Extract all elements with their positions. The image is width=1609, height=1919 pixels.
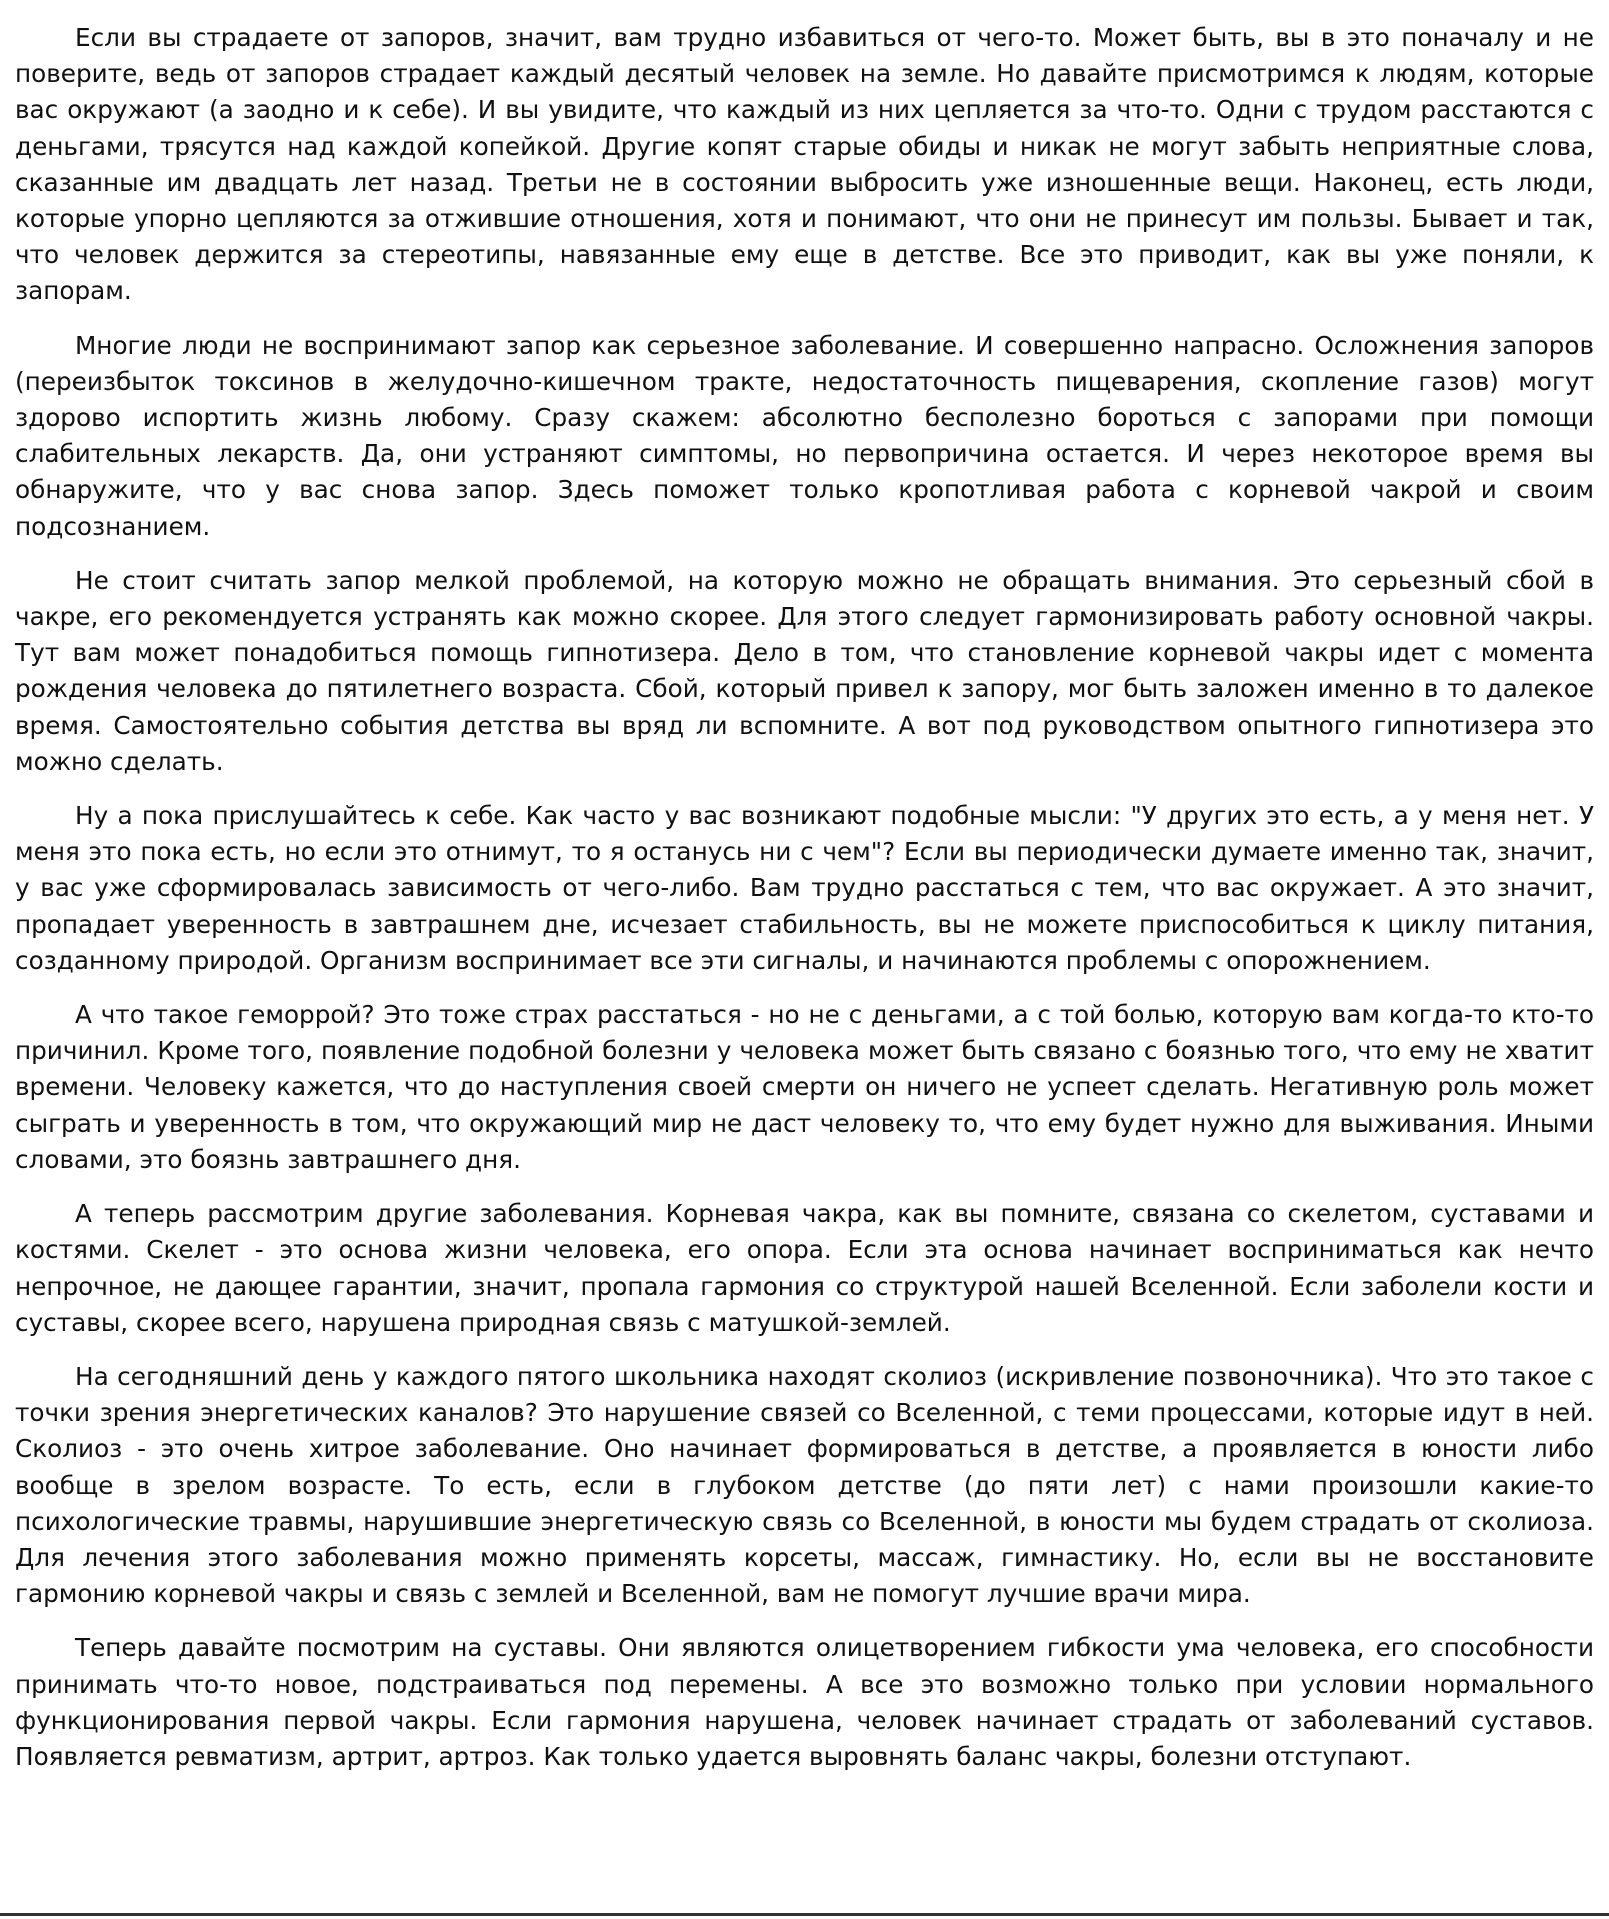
paragraph-5: А что такое геморрой? Это тоже страх расстаться - но не с деньгами, а с той болью, которую вам когда-то кто-то причинил. Кроме того, появление подобной болезни у человека может быть связано с боязнью того, что ему не хватит времени. Человеку кажется, что до наступления своей смерти он ничего не успеет сделать. Негативную роль может сыграть и уверенность в том, что окружающий мир не даст человеку то, что ему будет нужно для выживания. Иными словами, это боязнь завтрашнего дня. xyxy=(15,1000,1594,1174)
paragraph-3: Не стоит считать запор мелкой проблемой, на которую можно не обращать внимания. Это серьезный сбой в чакре, его рекомендуется устранять как можно скорее. Для этого следует гармонизировать работу основной чакры. Тут вам может понадобиться помощь гипнотизера. Дело в том, что становление корневой чакры идет с момента рождения человека до пятилетнего возраста. Сбой, который привел к запору, мог быть заложен именно в то далекое время. Самостоятельно события детства вы вряд ли вспомните. А вот под руководством опытного гипнотизера это можно сделать. xyxy=(15,565,1594,776)
paragraph-4: Ну а пока прислушайтесь к себе. Как часто у вас возникают подобные мысли: "У других это есть, а у меня нет. У меня это пока есть, но если это отнимут, то я останусь ни с чем"? Если вы периодически думаете именно так, значит, у вас уже сформировалась зависимость от чего-либо. Вам трудно расстаться с тем, что вас окружает. А это значит, пропадает уверенность в завтрашнем дне, исчезает стабильность, вы не можете приспособиться к циклу питания, созданному природой. Организм воспринимает все эти сигналы, и начинаются проблемы с опорожнением. xyxy=(15,801,1594,975)
document-body xyxy=(15,20,1594,1793)
paragraph-8: Теперь давайте посмотрим на суставы. Они являются олицетворением гибкости ума человека, его способности принимать что-то новое, подстраиваться под перемены. А все это возможно только при условии нормального функционирования первой чакры. Если гармония нарушена, человек начинает страдать от заболеваний суставов. Появляется ревматизм, артрит, артроз. Как только удается выровнять баланс чакры, болезни отступают. xyxy=(15,1633,1594,1771)
paragraph-7: На сегодняшний день у каждого пятого школьника находят сколиоз (искривление позвоночника). Что это такое с точки зрения энергетических каналов? Это нарушение связей со Вселенной, с теми процессами, которые идут в ней. Сколиоз - это очень хитрое заболевание. Оно начинает формироваться в детстве, а проявляется в юности либо вообще в зрелом возрасте. То есть, если в глубоком детстве (до пяти лет) с нами произошли какие-то психологические травмы, нарушившие энергетическую связь со Вселенной, в юности мы будем страдать от сколиоза. Для лечения этого заболевания можно применять корсеты, массаж, гимнастику. Но, если вы не восстановите гармонию корневой чакры и связь с землей и Вселенной, вам не помогут лучшие врачи мира. xyxy=(15,1361,1594,1609)
paragraph-2: Многие люди не воспринимают запор как серьезное заболевание. И совершенно напрасно. Осложнения запоров (переизбыток токсинов в желудочно-кишечном тракте, недостаточность пищеварения, скопление газов) могут здорово испортить жизнь любому. Сразу скажем: абсолютно бесполезно бороться с запорами при помощи слабительных лекарств. Да, они устраняют симптомы, но первопричина остается. И через некоторое время вы обнаружите, что у вас снова запор. Здесь поможет только кропотливая работа с корневой чакрой и своим подсознанием. xyxy=(15,330,1594,541)
paragraph-6: А теперь рассмотрим другие заболевания. Корневая чакра, как вы помните, связана со скелетом, суставами и костями. Скелет - это основа жизни человека, его опора. Если эта основа начинает восприниматься как нечто непрочное, не дающее гарантии, значит, пропала гармония со структурой нашей Вселенной. Если заболели кости и суставы, скорее всего, нарушена природная связь с матушкой-землей. xyxy=(15,1199,1594,1337)
paragraph-1: Если вы страдаете от запоров, значит, вам трудно избавиться от чего-то. Может быть, вы в это поначалу и не поверите, ведь от запоров страдает каждый десятый человек на земле. Но давайте присмотримся к людям, которые вас окружают (а заодно и к себе). И вы увидите, что каждый из них цепляется за что-то. Одни с трудом расстаются с деньгами, трясутся над каждой копейкой. Другие копят старые обиды и никак не могут забыть неприятные слова, сказанные им двадцать лет назад. Третьи не в состоянии выбросить уже изношенные вещи. Наконец, есть люди, которые упорно цепляются за отжившие отношения, хотя и понимают, что они не принесут им пользы. Бывает и так, что человек держится за стереотипы, навязанные ему еще в детстве. Все это приводит, как вы уже поняли, к запорам. xyxy=(15,23,1594,306)
page-bottom-divider xyxy=(0,1913,1609,1916)
